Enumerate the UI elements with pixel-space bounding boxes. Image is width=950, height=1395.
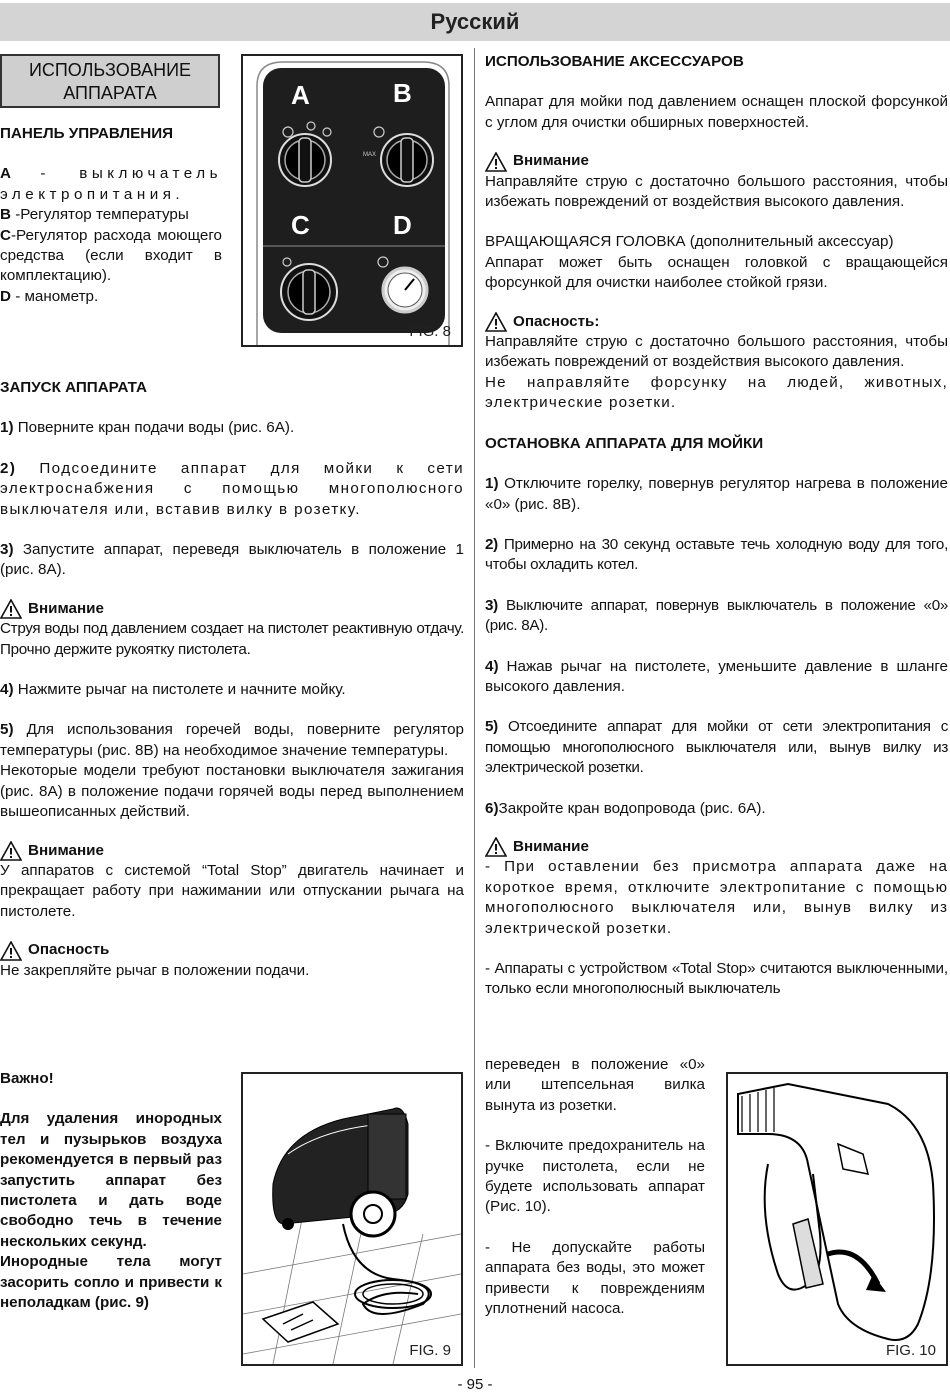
accessories-section [485,52,948,1000]
warning-1-text: Струя воды под давлением создает на пистолет реактивную отдачу. Прочно держите рукоятку пистолета. [0,620,464,658]
rotating-text: Аппарат может быть оснащен головкой с вращающейся форсункой для очистки наиболее стойкой грязи. [485,253,948,292]
fig9-washer [241,1072,463,1366]
page-header [0,3,950,41]
important-section [0,1069,222,1313]
panel-heading: ПАНЕЛЬ УПРАВЛЕНИЯ [0,125,174,142]
right-warning-1-text: Направляйте струю с достаточно большого расстояния, чтобы избежать повреждений от воздействия высокого давления. [485,172,948,211]
panel-item-c: C-Регулятор расхода моющего средства (если входит в комплектацию). [0,226,222,285]
warning-2-text: У аппаратов с системой “Total Stop” двигатель начинает и прекращает работу при нажимании или отпускании рычага на пистолете. [0,861,464,920]
fig8-letter-a: A [291,80,310,110]
stop-step-3: 3) Выключите аппарат, повернув выключатель в положение «0» (рис. 8A). [485,596,948,635]
important-text-2: Инородные тела могут засорить сопло и привести к неполадкам (рис. 9) [0,1253,222,1312]
pressure-washer-illustration [243,1074,461,1364]
fig10-gun [726,1072,948,1366]
panel-description [0,124,222,307]
right-danger-1 [485,312,948,332]
warning-triangle-icon [485,152,507,172]
right-danger-1-text-2: Не направляйте форсунку на людей, животных, электрические розетки. [485,373,948,412]
right-warning-2 [485,837,948,857]
section-title: ИСПОЛЬЗОВАНИЕ АППАРАТА [28,60,192,103]
fig8-control-panel [241,54,463,347]
warning-1 [0,599,464,619]
fig8-label: FIG. 8 [409,322,451,340]
warning-2 [0,841,464,861]
stop-step-6: 6)Закройте кран водопровода (рис. 6A). [485,799,766,817]
start-step-3: 3) Запустите аппарат, переведя выключатель в положение 1 (рис. 8A). [0,541,464,579]
header-title: Русский [430,9,520,34]
spray-gun-illustration [728,1074,946,1364]
stop-heading: ОСТАНОВКА АППАРАТА ДЛЯ МОЙКИ [485,434,764,452]
right-warning-1-title: Внимание [513,152,589,170]
fig8-letter-b: B [393,78,412,108]
panel-item-d: D - манометр. [0,287,99,305]
fig8-letter-d: D [393,210,412,240]
start-step-5-extra: Некоторые модели требуют постановки выключателя зажигания (рис. 8A) в положение подачи горячей воды перед выполнением вышеописанных действий. [0,762,464,821]
danger-1-text: Не закрепляйте рычаг в положении подачи. [0,961,310,979]
fig8-max-label: MAX [363,152,377,158]
stop-step-4: 4) Нажав рычаг на пистолете, уменьшите давление в шланге высокого давления. [485,657,948,695]
right-danger-1-text: Направляйте струю с достаточно большого расстояния, чтобы избежать повреждений от воздействия высокого давления. [485,333,948,371]
start-heading: ЗАПУСК АППАРАТА [0,379,147,396]
column-divider [474,48,475,1368]
important-text: Для удаления инородных тел и пузырьков воздуха рекомендуется в первый раз запустить аппарат без пистолета и дать воде свободно течь в течение нескольких секунд. [0,1110,222,1250]
warning-triangle-icon [0,941,22,961]
panel-item-b: B -Регулятор температуры [0,206,189,224]
total-stop-text: - Аппараты с устройством «Total Stop» считаются выключенными, только если многополюсный выключатель [485,960,948,998]
warning-2-title: Внимание [28,841,104,859]
accessories-heading: ИСПОЛЬЗОВАНИЕ АКСЕССУАРОВ [485,53,744,70]
start-section [0,378,464,981]
safety-text: - Включите предохранитель на ручке пистолета, если не будете использовать аппарат (Рис. 10). [485,1137,705,1216]
rotating-title: ВРАЩАЮЩАЯСЯ ГОЛОВКА (дополнительный аксессуар) [485,233,894,251]
right-warning-2-text: - При оставлении без присмотра аппарата даже на короткое время, отключите электропитание с помощью многополюсного выключателя или, вынув вилку из электрической розетки. [485,858,948,937]
right-warning-1 [485,151,948,171]
total-stop-cont: переведен в положение «0» или штепсельная вилка вынута из розетки. [485,1056,705,1114]
fig9-label: FIG. 9 [409,1341,451,1359]
right-danger-1-title: Опасность: [513,312,600,330]
right-lower-text [485,1055,705,1319]
important-title: Важно! [0,1070,54,1087]
right-warning-2-title: Внимание [513,837,589,855]
stop-step-5: 5) Отсоедините аппарат для мойки от сети электропитания с помощью многополюсного выключателя или, вынув вилку из электрической розетки. [485,718,948,777]
stop-step-1: 1) Отключите горелку, повернув регулятор нагрева в положение «0» (рис. 8B). [485,475,948,513]
start-step-5: 5) Для использования горечей воды, поверните регулятор температуры (рис. 8B) на необходимое значение температуры. [0,721,464,759]
accessories-text: Аппарат для мойки под давлением оснащен плоской форсункой с углом для очистки обширных поверхностей. [485,93,948,131]
start-step-1: 1) Поверните кран подачи воды (рис. 6A). [0,419,295,437]
danger-1 [0,940,464,960]
control-panel-illustration [243,56,461,345]
warning-triangle-icon [0,599,22,619]
panel-item-a: A - выключатель электропитания. [0,165,222,203]
start-step-4: 4) Нажмите рычаг на пистолете и начните мойку. [0,681,346,699]
fig10-label: FIG. 10 [885,1341,936,1359]
warning-triangle-icon [0,841,22,861]
fig8-letter-c: C [291,210,310,240]
start-step-2: 2) Подсоедините аппарат для мойки к сети электроснабжения с помощью многополюсного выключателя или, вставив вилку в розетку. [0,459,464,518]
stop-step-2: 2) Примерно на 30 секунд оставьте течь холодную воду для того, чтобы охладить котел. [485,535,948,574]
no-water-text: - Не допускайте работы аппарата без воды, это может привести к повреждениям уплотнений насоса. [485,1238,705,1318]
page-number: - 95 - [457,1376,493,1393]
section-title-box [0,54,220,108]
danger-1-title: Опасность [28,941,110,959]
warning-triangle-icon [485,312,507,332]
warning-1-title: Внимание [28,599,104,617]
warning-triangle-icon [485,837,507,857]
